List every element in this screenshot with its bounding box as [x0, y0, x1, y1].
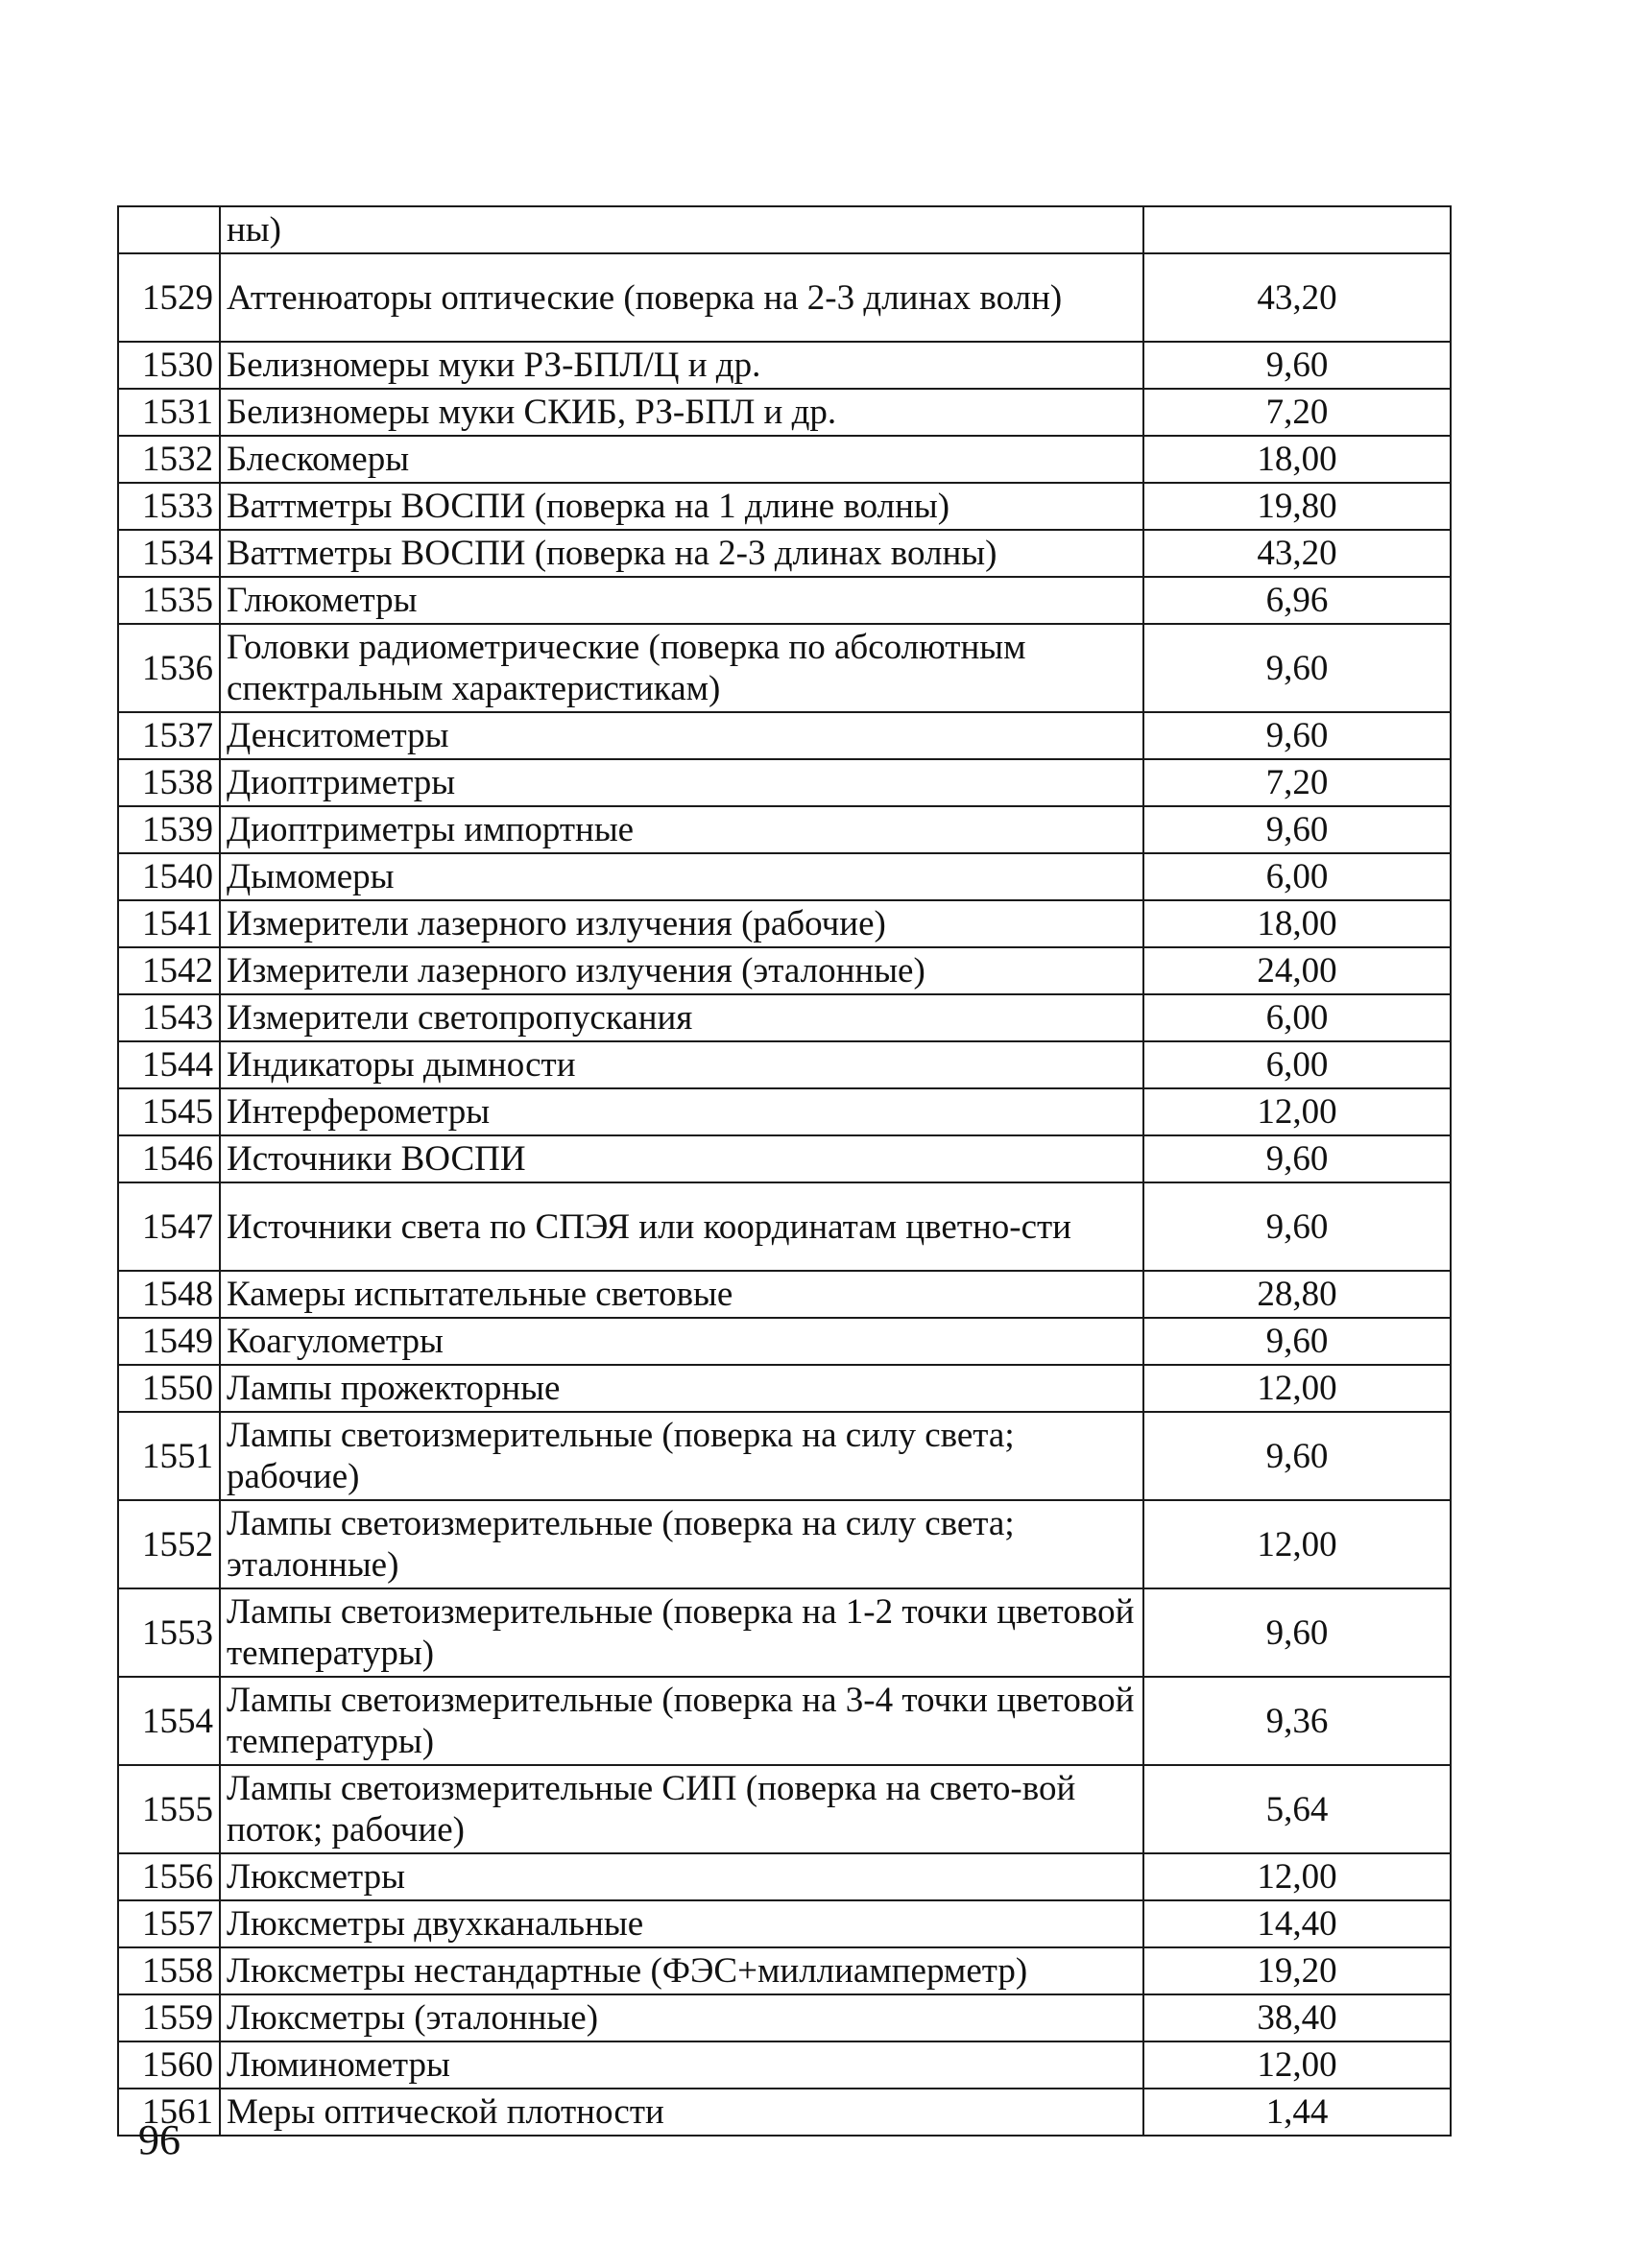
item-price: 9,60	[1143, 1182, 1451, 1271]
row-number: 1559	[118, 1994, 220, 2041]
table-row	[118, 1853, 1451, 1900]
row-number: 1550	[118, 1365, 220, 1412]
item-name: Денситометры	[220, 712, 1143, 759]
row-number: 1561	[118, 2089, 220, 2136]
page-number: 96	[138, 2116, 180, 2163]
row-number: 1545	[118, 1088, 220, 1135]
table-body	[118, 206, 1451, 2136]
row-number: 1554	[118, 1677, 220, 1765]
item-price: 12,00	[1143, 2041, 1451, 2089]
item-name: Лампы светоизмерительные (поверка на 3-4 точки цветовой температуры)	[220, 1677, 1143, 1765]
item-price: 12,00	[1143, 1365, 1451, 1412]
item-price: 9,36	[1143, 1677, 1451, 1765]
table-row	[118, 342, 1451, 389]
item-name: Люксметры двухканальные	[220, 1900, 1143, 1947]
item-price: 5,64	[1143, 1765, 1451, 1853]
row-number: 1539	[118, 806, 220, 853]
row-number: 1555	[118, 1765, 220, 1853]
table-row	[118, 1365, 1451, 1412]
row-number: 1535	[118, 577, 220, 624]
table-row	[118, 483, 1451, 530]
table-row	[118, 206, 1451, 253]
item-price: 6,00	[1143, 994, 1451, 1041]
table-row	[118, 1088, 1451, 1135]
item-price: 43,20	[1143, 253, 1451, 342]
item-price: 9,60	[1143, 1135, 1451, 1182]
item-name: Измерители светопропускания	[220, 994, 1143, 1041]
item-price: 28,80	[1143, 1271, 1451, 1318]
item-name: Белизномеры муки СКИБ, РЗ-БПЛ и др.	[220, 389, 1143, 436]
item-name: ны)	[220, 206, 1143, 253]
row-number: 1533	[118, 483, 220, 530]
item-name: Лампы прожекторные	[220, 1365, 1143, 1412]
item-name: Источники света по СПЭЯ или координатам цветно-сти	[220, 1182, 1143, 1271]
item-price: 19,20	[1143, 1947, 1451, 1994]
item-name: Глюкометры	[220, 577, 1143, 624]
row-number: 1558	[118, 1947, 220, 1994]
row-number: 1553	[118, 1588, 220, 1677]
row-number: 1538	[118, 759, 220, 806]
item-name: Люксметры нестандартные (ФЭС+миллиамперметр)	[220, 1947, 1143, 1994]
item-name: Блескомеры	[220, 436, 1143, 483]
row-number: 1544	[118, 1041, 220, 1088]
table-row	[118, 1900, 1451, 1947]
item-price: 14,40	[1143, 1900, 1451, 1947]
row-number: 1551	[118, 1412, 220, 1500]
item-price: 43,20	[1143, 530, 1451, 577]
item-name: Лампы светоизмерительные (поверка на силу света; эталонные)	[220, 1500, 1143, 1588]
table-row	[118, 1318, 1451, 1365]
item-name: Измерители лазерного излучения (эталонные)	[220, 947, 1143, 994]
item-name: Меры оптической плотности	[220, 2089, 1143, 2136]
row-number: 1532	[118, 436, 220, 483]
item-name: Люминометры	[220, 2041, 1143, 2089]
table-row	[118, 2041, 1451, 2089]
item-name: Люксметры	[220, 1853, 1143, 1900]
row-number	[118, 206, 220, 253]
item-name: Камеры испытательные световые	[220, 1271, 1143, 1318]
item-price: 12,00	[1143, 1088, 1451, 1135]
table-row	[118, 1947, 1451, 1994]
item-name: Источники ВОСПИ	[220, 1135, 1143, 1182]
item-price: 6,00	[1143, 1041, 1451, 1088]
item-name: Головки радиометрические (поверка по абсолютным спектральным характеристикам)	[220, 624, 1143, 712]
table-row	[118, 389, 1451, 436]
price-table	[117, 205, 1452, 2137]
table-row	[118, 806, 1451, 853]
row-number: 1531	[118, 389, 220, 436]
item-price: 38,40	[1143, 1994, 1451, 2041]
item-price: 9,60	[1143, 624, 1451, 712]
item-name: Лампы светоизмерительные (поверка на силу света; рабочие)	[220, 1412, 1143, 1500]
table-row	[118, 712, 1451, 759]
item-name: Измерители лазерного излучения (рабочие)	[220, 900, 1143, 947]
row-number: 1556	[118, 1853, 220, 1900]
row-number: 1546	[118, 1135, 220, 1182]
item-price: 9,60	[1143, 1412, 1451, 1500]
item-price: 7,20	[1143, 759, 1451, 806]
item-price: 19,80	[1143, 483, 1451, 530]
row-number: 1540	[118, 853, 220, 900]
row-number: 1536	[118, 624, 220, 712]
table-row	[118, 530, 1451, 577]
row-number: 1543	[118, 994, 220, 1041]
item-name: Диоптриметры	[220, 759, 1143, 806]
item-price: 12,00	[1143, 1500, 1451, 1588]
item-name: Индикаторы дымности	[220, 1041, 1143, 1088]
item-price: 9,60	[1143, 712, 1451, 759]
table-row	[118, 1182, 1451, 1271]
row-number: 1560	[118, 2041, 220, 2089]
table-row	[118, 759, 1451, 806]
item-price: 9,60	[1143, 806, 1451, 853]
table-row	[118, 900, 1451, 947]
item-price: 24,00	[1143, 947, 1451, 994]
row-number: 1529	[118, 253, 220, 342]
item-price: 12,00	[1143, 1853, 1451, 1900]
row-number: 1549	[118, 1318, 220, 1365]
row-number: 1534	[118, 530, 220, 577]
row-number: 1548	[118, 1271, 220, 1318]
row-number: 1542	[118, 947, 220, 994]
item-price	[1143, 206, 1451, 253]
item-name: Ваттметры ВОСПИ (поверка на 1 длине волны)	[220, 483, 1143, 530]
item-price: 6,96	[1143, 577, 1451, 624]
item-price: 1,44	[1143, 2089, 1451, 2136]
item-price: 9,60	[1143, 1588, 1451, 1677]
item-name: Диоптриметры импортные	[220, 806, 1143, 853]
row-number: 1552	[118, 1500, 220, 1588]
table-row	[118, 853, 1451, 900]
table-row	[118, 1588, 1451, 1677]
table-row	[118, 2089, 1451, 2136]
table-row	[118, 1135, 1451, 1182]
item-name: Ваттметры ВОСПИ (поверка на 2-3 длинах волны)	[220, 530, 1143, 577]
table-row	[118, 577, 1451, 624]
item-name: Коагулометры	[220, 1318, 1143, 1365]
table-row	[118, 947, 1451, 994]
table-row	[118, 253, 1451, 342]
table-row	[118, 1677, 1451, 1765]
item-name: Лампы светоизмерительные (поверка на 1-2 точки цветовой температуры)	[220, 1588, 1143, 1677]
item-name: Белизномеры муки РЗ-БПЛ/Ц и др.	[220, 342, 1143, 389]
row-number: 1541	[118, 900, 220, 947]
item-price: 7,20	[1143, 389, 1451, 436]
row-number: 1530	[118, 342, 220, 389]
item-price: 6,00	[1143, 853, 1451, 900]
table-row	[118, 436, 1451, 483]
table-row	[118, 1994, 1451, 2041]
item-name: Люксметры (эталонные)	[220, 1994, 1143, 2041]
table-row	[118, 1765, 1451, 1853]
item-name: Интерферометры	[220, 1088, 1143, 1135]
table-row	[118, 624, 1451, 712]
item-name: Аттенюаторы оптические (поверка на 2-3 длинах волн)	[220, 253, 1143, 342]
item-price: 9,60	[1143, 1318, 1451, 1365]
item-price: 18,00	[1143, 900, 1451, 947]
row-number: 1557	[118, 1900, 220, 1947]
table-row	[118, 1500, 1451, 1588]
item-price: 9,60	[1143, 342, 1451, 389]
table-row	[118, 1271, 1451, 1318]
item-name: Дымомеры	[220, 853, 1143, 900]
table-row	[118, 994, 1451, 1041]
item-name: Лампы светоизмерительные СИП (поверка на свето-вой поток; рабочие)	[220, 1765, 1143, 1853]
table-row	[118, 1041, 1451, 1088]
row-number: 1537	[118, 712, 220, 759]
table-row	[118, 1412, 1451, 1500]
item-price: 18,00	[1143, 436, 1451, 483]
row-number: 1547	[118, 1182, 220, 1271]
